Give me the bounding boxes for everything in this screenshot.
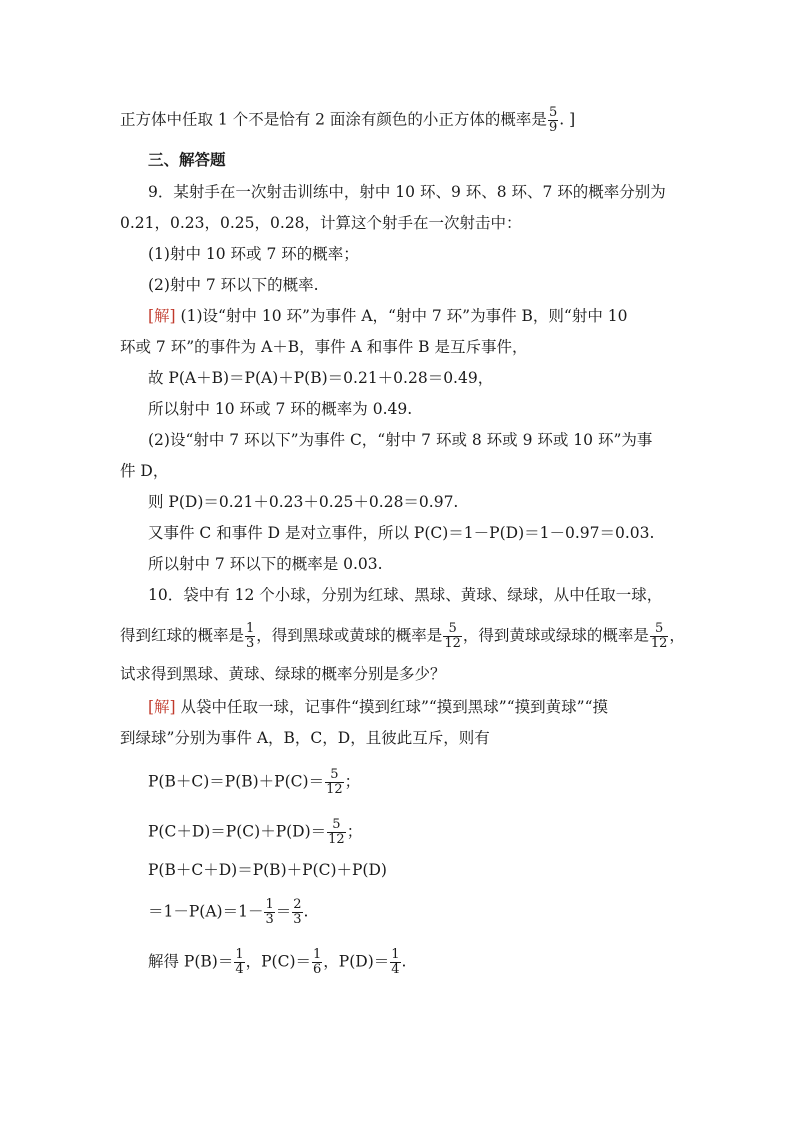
fraction: $\frac{5}{12}$ [326, 767, 343, 797]
sol9-line-7: 则 P(D)＝0.21＋0.23＋0.25＋0.28＝0.97. [148, 493, 459, 511]
fraction: $\frac{1}{3}$ [265, 897, 274, 927]
sol10-line-2: 到绿球”分别为事件 A，B，C，D，且彼此互斥，则有 [120, 729, 490, 747]
text: 正方体中任取 1 个不是恰有 2 面涂有颜色的小正方体的概率是 [120, 110, 547, 129]
text: (1)设“射中 10 环”为事件 A，“射中 7 环”为事件 B，则“射中 10 [175, 307, 628, 325]
q9-line-4: (2)射中 7 环以下的概率. [148, 276, 319, 294]
q10-line-2: 得到红球的概率是 $\frac{1}{3}$ ，得到黑球或黄球的概率是 $\frac{5}{12}$ ，得到黄球或绿球的概率是 $\frac{5}{12}$ ， [120, 621, 685, 651]
sol9-line-9: 所以射中 7 环以下的概率是 0.03. [148, 555, 383, 573]
eq-4: ＝1－P(A)＝1－ $\frac{1}{3}$ ＝ $\frac{2}{3}$ . [148, 897, 309, 927]
text: . ] [559, 110, 576, 129]
eq-5: 解得 P(B)＝ $\frac{1}{4}$ ，P(C)＝ $\frac{1}{6}$ ，P(D)＝ $\frac{1}{4}$ . [148, 947, 407, 977]
q9-line-2: 0.21，0.23，0.25，0.28，计算这个射手在一次射击中： [120, 214, 522, 232]
q9-line-1: 9．某射手在一次射击训练中，射中 10 环、9 环、8 环、7 环的概率分别为 [148, 183, 666, 201]
sol9-line-5: (2)设“射中 7 环以下”为事件 C，“射中 7 环或 8 环或 9 环或 10 环”为事 [148, 431, 653, 449]
q10-line-1: 10．袋中有 12 个小球，分别为红球、黑球、黄球、绿球，从中任取一球， [148, 586, 663, 604]
sol9-line-3: 故 P(A＋B)＝P(A)＋P(B)＝0.21＋0.28＝0.49， [148, 369, 494, 387]
sol9-line-2: 环或 7 环”的事件为 A＋B，事件 A 和事件 B 是互斥事件， [120, 338, 528, 356]
fraction: $\frac{1}{4}$ [235, 947, 244, 977]
eq-3: P(B＋C＋D)＝P(B)＋P(C)＋P(D) [148, 861, 387, 879]
q9-line-3: (1)射中 10 环或 7 环的概率； [148, 245, 359, 263]
fraction: $\frac{1}{6}$ [313, 947, 322, 977]
section-heading: 三、解答题 [148, 150, 226, 169]
fraction: $\frac{5}{12}$ [328, 817, 345, 847]
fraction: $\frac{5}{9}$ [548, 105, 558, 135]
solution-tag: [解] [148, 698, 176, 716]
sol10-line-1 [148, 697, 608, 717]
q10-line-3: 试求得到黑球、黄球、绿球的概率分别是多少？ [120, 665, 446, 683]
fraction: $\frac{1}{3}$ [246, 621, 255, 651]
fraction: $\frac{5}{12}$ [650, 621, 668, 651]
solution-tag: [解] [148, 307, 176, 325]
text: 从袋中任取一球，记事件“摸到红球”“摸到黑球”“摸到黄球”“摸 [175, 698, 609, 716]
fraction: $\frac{5}{12}$ [444, 621, 461, 651]
fraction: $\frac{2}{3}$ [293, 897, 302, 927]
eq-1: P(B＋C)＝P(B)＋P(C)＝ $\frac{5}{12}$ ； [148, 767, 361, 797]
prev-answer-line [120, 106, 575, 135]
sol9-line-4: 所以射中 10 环或 7 环的概率为 0.49. [148, 400, 413, 418]
sol9-line-6: 件 D， [120, 462, 169, 480]
eq-2: P(C＋D)＝P(C)＋P(D)＝ $\frac{5}{12}$ ； [148, 817, 363, 847]
sol9-line-1 [148, 306, 628, 326]
sol9-line-8: 又事件 C 和事件 D 是对立事件，所以 P(C)＝1－P(D)＝1－0.97＝0.03. [148, 524, 655, 542]
fraction: $\frac{1}{4}$ [391, 947, 400, 977]
